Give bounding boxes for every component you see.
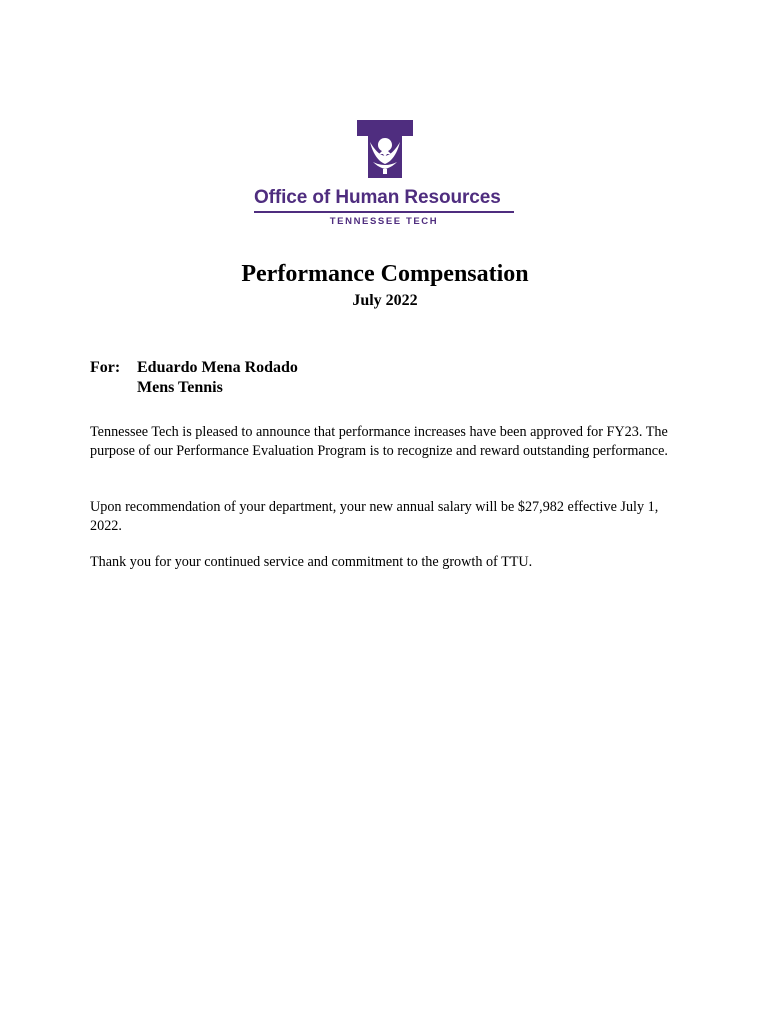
document-date: July 2022 [352, 292, 418, 309]
recipient-department: Mens Tennis [137, 379, 223, 396]
office-name: Office of Human Resources [254, 187, 501, 208]
recipient-department-row [90, 378, 298, 398]
recipient-label: For: [90, 359, 121, 376]
recipient-block [90, 358, 298, 398]
body-paragraph-announcement: Tennessee Tech is pleased to announce that performance increases have been approved for FY23. The purpose of our Performance Evaluation Program is to recognize and reward outstanding performance. [90, 424, 668, 459]
recipient-label-spacer [90, 378, 137, 398]
tennessee-tech-logo-icon [357, 120, 413, 178]
document-title: Performance Compensation [241, 261, 529, 287]
body-paragraph-salary: Upon recommendation of your department, your new annual salary will be $27,982 effective July 1, 2022. [90, 499, 659, 534]
recipient-name-row [90, 358, 298, 378]
body-paragraph-thanks: Thank you for your continued service and commitment to the growth of TTU. [90, 554, 533, 570]
recipient-name: Eduardo Mena Rodado [137, 359, 298, 376]
institution-name: TENNESSEE TECH [329, 216, 439, 227]
logo-divider [254, 211, 514, 213]
